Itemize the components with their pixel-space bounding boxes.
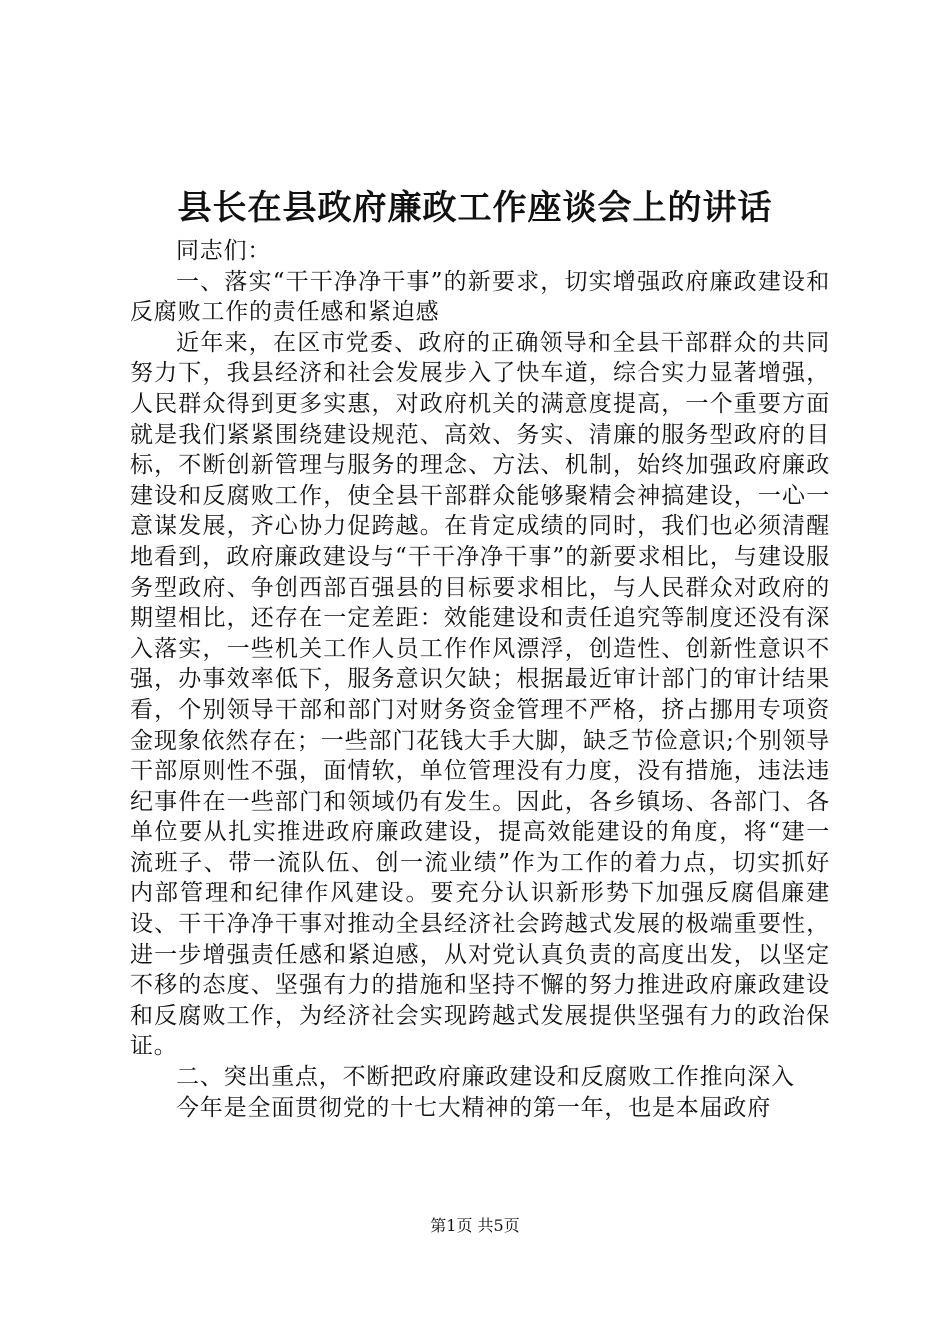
salutation: 同志们： (176, 238, 272, 264)
page-indicator: 第1页 共5页 (430, 1216, 520, 1235)
section-heading-2: 二、突出重点，不断把政府廉政建设和反腐败工作推向深入 (176, 1064, 795, 1091)
section-heading-1: 一、落实“干干净净干事”的新要求，切实增强政府廉政建设和反腐败工作的责任感和紧迫感 (130, 268, 830, 326)
document-title: 县长在县政府廉政工作座谈会上的讲话 (177, 188, 773, 228)
body-paragraph: 今年是全面贯彻党的十七大精神的第一年，也是本届政府 (176, 1094, 771, 1121)
document-body (130, 236, 830, 1123)
body-paragraph: 近年来，在区市党委、政府的正确领导和全县干部群众的共同努力下，我县经济和社会发展步入了快车道，综合实力显著增强，人民群众得到更多实惠，对政府机关的满意度提高，一个重要方面就是我们紧紧围绕建设规范、高效、务实、清廉的服务型政府的目标，不断创新管理与服务的理念、方法、机制，始终加强政府廉政建设和反腐败工作，使全县干部群众能够聚精会神搞建设，一心一意谋发展，齐心协力促跨越。在肯定成绩的同时，我们也必须清醒地看到，政府廉政建设与“干干净净干事”的新要求相比，与建设服务型政府、争创西部百强县的目标要求相比，与人民群众对政府的期望相比，还存在一定差距：效能建设和责任追究等制度还没有深入落实，一些机关工作人员工作作风漂浮，创造性、创新性意识不强，办事效率低下，服务意识欠缺；根据最近审计部门的审计结果看，个别领导干部和部门对财务资金管理不严格，挤占挪用专项资金现象依然存在；一些部门花钱大手大脚，缺乏节俭意识;个别领导干部原则性不强，面情软，单位管理没有力度，没有措施，违法违纪事件在一些部门和领域仍有发生。因此，各乡镇场、各部门、各单位要从扎实推进政府廉政建设，提高效能建设的角度，将“建一流班子、带一流队伍、创一流业绩”作为工作的着力点，切实抓好内部管理和纪律作风建设。要充分认识新形势下加强反腐倡廉建设、干干净净干事对推动全县经济社会跨越式发展的极端重要性，进一步增强责任感和紧迫感，从对党认真负责的高度出发，以坚定不移的态度、坚强有力的措施和坚持不懈的努力推进政府廉政建设和反腐败工作，为经济社会实现跨越式发展提供坚强有力的政治保证。 (130, 329, 830, 1060)
